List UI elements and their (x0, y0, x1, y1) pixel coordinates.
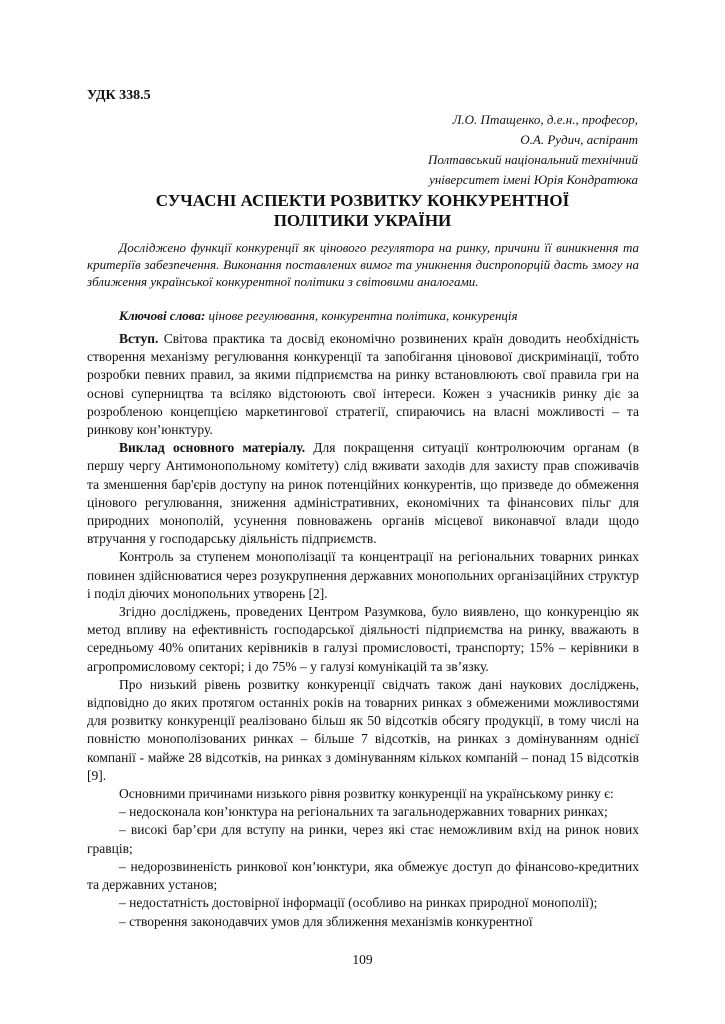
affiliation-line: Полтавський національний технічний (427, 152, 638, 167)
section-lead: Вступ. (119, 331, 159, 346)
paragraph: Згідно досліджень, проведених Центром Разумкова, було виявлено, що конкуренцію як метод впливу на ефективність господарської діяльності підприємства на ринку, вважають в середньому 40% опитаних керівників в галузі промисловості, транспорту; 15% – керівники в агропромисловому секторі; і до 75% – у галузі комунікацій та зв’язку. (87, 604, 639, 674)
title-line: СУЧАСНІ АСПЕКТИ РОЗВИТКУ КОНКУРЕНТНОЇ (155, 191, 570, 210)
section-lead: Виклад основного матеріалу. (119, 440, 306, 456)
keywords (87, 307, 639, 324)
author-line: Л.О. Птащенко, д.е.н., професор, (452, 112, 638, 127)
article-title (80, 191, 645, 231)
page-number: 109 (352, 952, 373, 967)
article-body (87, 330, 639, 931)
list-item: – недостатність достовірної інформації (особливо на ринках природної монополії); (119, 895, 598, 911)
udk-code: УДК 338.5 (87, 88, 151, 103)
paragraph-main-material (87, 439, 639, 548)
paragraph-introduction (87, 330, 639, 439)
paragraph-text: Світова практика та досвід економічно розвинених країн доводить необхідність створення механізму регулювання конкуренції та запобігання ціновової дискримінації, тобто розробки певних правил, за якими підприємства на ринку встановлюють свої правила гри на основі суперництва та всіляко відстоюють свої інтереси. Кожен з учасників ринку діє за розробленою концепцією маркетингової стратегії, спираючись на власні можливості – та ринкову кон’юнктуру. (87, 331, 639, 438)
list-item: – високі бар’єри для вступу на ринки, через які стає неможливим вхід на ринок нових гравців; (87, 822, 639, 856)
keywords-label: Ключові слова: (119, 308, 206, 323)
author-line: О.А. Рудич, аспірант (520, 132, 638, 147)
paragraph: Контроль за ступенем монополізації та концентрації на регіональних товарних ринках повинен здійснюватися через розукрупнення державних монопольних організаційних структур і поділ діючих монопольних утворень [2]. (87, 549, 639, 601)
title-line: ПОЛІТИКИ УКРАЇНИ (273, 211, 452, 230)
author-block (428, 110, 638, 190)
paragraph-text: Для покращення ситуації контролюючим органам (в першу чергу Антимонопольному комітету) слід вживати заходів для захисту прав споживачів та зменшення бар'єрів доступу на ринок потенційних конкурентів, що призведе до обмеження цінового регулювання, зниження адміністративних, економічних та фінансових пільг для природних монополій, усунення повноважень органів місцевої виконавчої влади щодо втручання у господарську діяльність підприємств. (87, 440, 639, 547)
list-item: – створення законодавчих умов для зближення механізмів конкурентної (119, 913, 533, 929)
paragraph: Про низький рівень розвитку конкуренції свідчать також дані наукових досліджень, відповідно до яких протягом останніх років на товарних ринках з обмеженими можливостями для розвитку конкуренції реалізовано більш як 50 відсотків обсягу продукції, в тому числі на повністю монополізованих ринках – більше 7 відсотків, на ринках з домінуванням однієї компанії - майже 28 відсотків, на ринках з домінуванням кількох компаній – понад 15 відсотків [9]. (87, 676, 639, 783)
abstract: Досліджено функції конкуренції як цінового регулятора на ринку, причини її виникнення та критеріїв забезпечення. Виконання поставлених вимог та уникнення диспропорцій дасть змогу на зближення української конкурентної політики з світовими аналогами. (87, 240, 639, 289)
affiliation-line: університет імені Юрія Кондратюка (429, 172, 638, 187)
keywords-text: цінове регулювання, конкурентна політика, конкуренція (208, 308, 518, 323)
paragraph: Основними причинами низького рівня розвитку конкуренції на українському ринку є: (119, 786, 614, 802)
list-item: – недосконала кон’юнктура на регіональних та загальнодержавних товарних ринках; (119, 804, 608, 820)
list-item: – недорозвиненість ринкової кон’юнктури, яка обмежує доступ до фінансово-кредитних та державних установ; (87, 858, 639, 893)
